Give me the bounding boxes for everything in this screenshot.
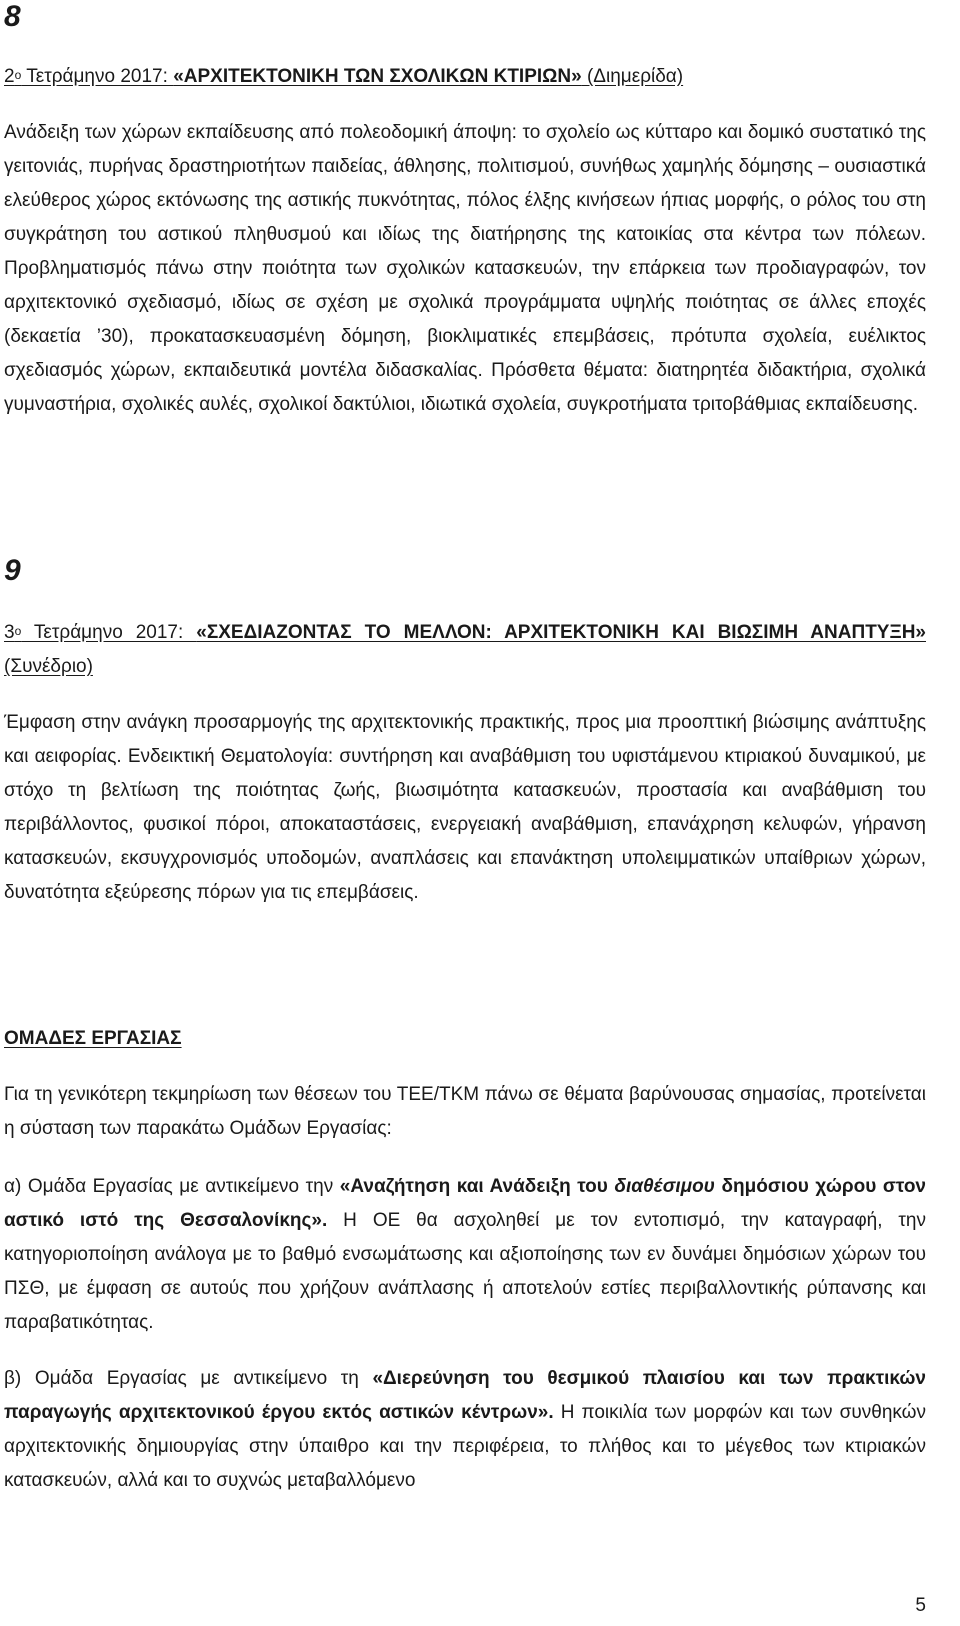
heading-title: «ΣΧΕΔΙΑΖΟΝΤΑΣ ΤΟ ΜΕΛΛΟΝ: ΑΡΧΙΤΕΚΤΟΝΙΚΗ ΚΑΙ ΒΙΩΣΙΜΗ ΑΝΑΠΤΥΞΗ»	[196, 622, 926, 643]
heading-superscript: ο	[14, 68, 22, 82]
heading-ordinal: 2	[4, 66, 15, 87]
heading-ordinal: 3	[4, 622, 15, 643]
working-group-item-a	[4, 1170, 926, 1340]
item-a-title-italic: διαθέσιμου	[614, 1176, 715, 1197]
heading-period: Τετράμηνο 2017:	[21, 66, 174, 87]
heading-title: «ΑΡΧΙΤΕΚΤΟΝΙΚΗ ΤΩΝ ΣΧΟΛΙΚΩΝ ΚΤΙΡΙΩΝ»	[173, 66, 582, 87]
item-b-title: «Διερεύνηση του θεσμικού πλαισίου και των πρακτικών παραγωγής αρχιτεκτονικού έργου εκτός αστικών κέντρων».	[4, 1368, 926, 1423]
working-groups-heading-text: ΟΜΑΔΕΣ ΕΡΓΑΣΙΑΣ	[4, 1028, 182, 1049]
working-group-item-b	[4, 1362, 926, 1498]
section-number: 9	[4, 554, 21, 587]
heading-event-type: (Συνέδριο)	[4, 656, 93, 677]
item-b-prefix: β) Ομάδα Εργασίας με αντικείμενο τη	[4, 1368, 373, 1389]
heading-period: Τετράμηνο 2017:	[21, 622, 197, 643]
working-groups-intro: Για τη γενικότερη τεκμηρίωση των θέσεων του ΤΕΕ/ΤΚΜ πάνω σε θέματα βαρύνουσας σημασίας, προτείνεται η σύσταση των παρακάτω Ομάδων Εργασίας:	[4, 1084, 926, 1139]
section-number: 8	[4, 0, 21, 33]
section-body: Ανάδειξη των χώρων εκπαίδευσης από πολεοδομική άποψη: το σχολείο ως κύτταρο και δομικό συστατικό της γειτονιάς, πυρήνας δραστηριοτήτων παιδείας, άθλησης, πολιτισμού, συνήθως χαμηλής δόμησης – ουσιαστικά ελεύθερος χώρος εκτόνωσης της αστικής πυκνότητας, πόλος έλξης κινήσεων ήπιας μορφής, ο ρόλος του στη συγκράτηση του αστικού πληθυσμού και ιδίως της διατήρησης της κατοικίας στα κέντρα των πόλεων. Προβληματισμός πάνω στην ποιότητα των σχολικών κατασκευών, την επάρκεια των προδιαγραφών, τον αρχιτεκτονικό σχεδιασμό, ιδίως σε σχέση με σχολικά προγράμματα υψηλής ποιότητας σε άλλες εποχές (δεκαετία ’30), προκατασκευασμένη δόμηση, βιοκλιματικές επεμβάσεις, πρότυπα σχολεία, ευέλικτος σχεδιασμός χώρων, εκπαιδευτικά μοντέλα διδασκαλίας. Πρόσθετα θέματα: διατηρητέα διδακτήρια, σχολικά γυμναστήρια, σχολικές αυλές, σχολικοί δακτύλιοι, ιδιωτικά σχολεία, συγκροτήματα τριτοβάθμιας εκπαίδευσης.	[4, 122, 926, 415]
section-body: Έμφαση στην ανάγκη προσαρμογής της αρχιτεκτονικής πρακτικής, προς μια προοπτική βιώσιμης ανάπτυξης και αειφορίας. Ενδεικτική Θεματολογία: συντήρηση και αναβάθμιση του υφιστάμενου κτιριακού δυναμικού, με στόχο τη βελτίωση της ποιότητας ζωής, βιωσιμότητα κατασκευών, προστασία και αναβάθμιση του περιβάλλοντος, φυσικοί πόροι, αποκαταστάσεις, ενεργειακή αναβάθμιση, επανάχρηση κελυφών, γήρανση κατασκευών, εκσυγχρονισμός υποδομών, αναπλάσεις και επανάκτηση υπολειμματικών υπαίθριων χώρων, δυνατότητα εξεύρεσης πόρων για τις επεμβάσεις.	[4, 712, 926, 903]
page-number: 5	[915, 1595, 926, 1616]
working-groups-heading	[4, 1022, 926, 1056]
item-b-text: Η ποικιλία των μορφών και των συνθηκών αρχιτεκτονικής δημιουργίας στην ύπαιθρο και την περιφέρεια, το πλήθος και το μέγεθος των κτιριακών κατασκευών, αλλά και το συχνώς μεταβαλλόμενο	[4, 1402, 926, 1491]
item-a-text: Η ΟΕ θα ασχοληθεί με τον εντοπισμό, την καταγραφή, την κατηγοριοποίηση ανάλογα με το βαθμό ενσωμάτωσης και αξιοποίησης των εν δυνάμει δημόσιων χώρων του ΠΣΘ, με έμφαση σε αυτούς που χρήζουν ανάπλασης ή αποτελούν εστίες περιβαλλοντικής ρύπανσης και παραβατικότητας.	[4, 1210, 926, 1333]
section-heading	[4, 60, 926, 94]
item-a-title-part: δημόσιου χώρου στον αστικό ιστό της Θεσσαλονίκης».	[4, 1176, 926, 1231]
section-heading	[4, 616, 926, 684]
item-a-title-part: «Αναζήτηση και Ανάδειξη του	[339, 1176, 615, 1197]
item-a-prefix: α) Ομάδα Εργασίας με αντικείμενο την	[4, 1176, 340, 1197]
heading-superscript: ο	[14, 624, 22, 638]
heading-event-type: (Διημερίδα)	[581, 66, 684, 87]
